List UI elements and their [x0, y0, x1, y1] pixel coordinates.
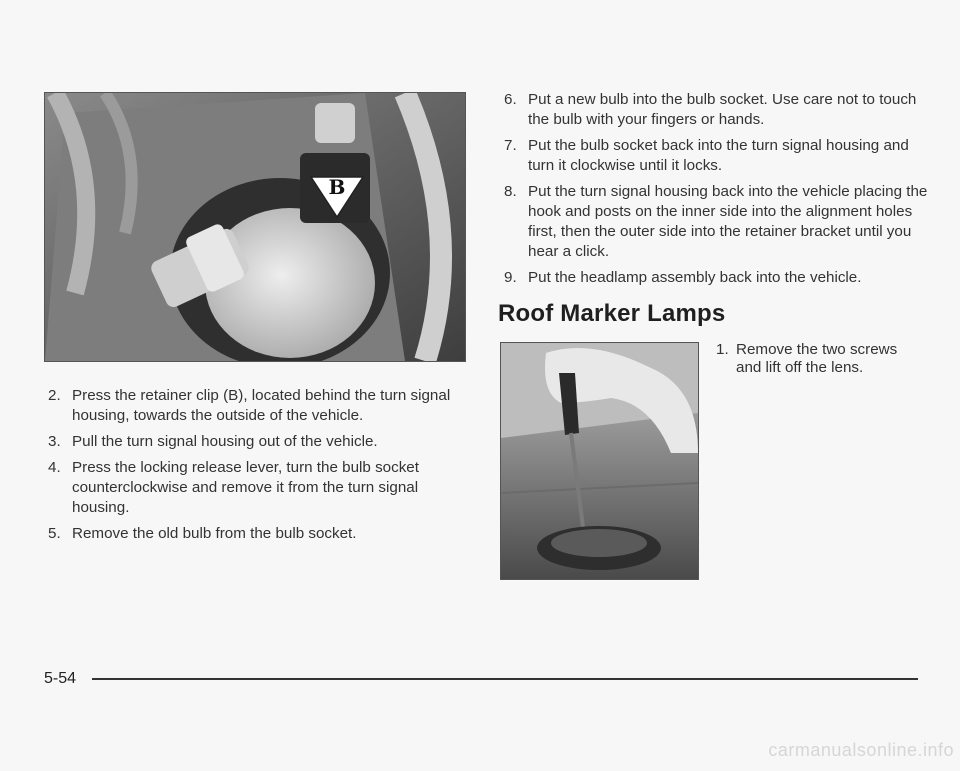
step-number: 8.	[504, 183, 517, 200]
watermark-link[interactable]: carmanualsonline.info	[768, 740, 954, 760]
page-number: 5-54	[44, 670, 77, 687]
step-number: 2.	[48, 387, 61, 404]
right-steps-list	[504, 90, 934, 294]
step-number: 1.	[716, 341, 729, 358]
list-item	[48, 458, 478, 518]
step-text: Put a new bulb into the bulb socket. Use care not to touch the bulb with your fingers or hands.	[528, 91, 917, 128]
footer-divider	[92, 678, 918, 680]
list-item	[48, 432, 478, 452]
step-text: Put the bulb socket back into the turn signal housing and turn it clockwise until it locks.	[528, 137, 909, 174]
step-text: Press the retainer clip (B), located behind the turn signal housing, towards the outside of the vehicle.	[72, 387, 451, 424]
step-text: Press the locking release lever, turn the bulb socket counterclockwise and remove it from the turn signal housing.	[72, 459, 419, 516]
roof-photo-graphic	[501, 343, 698, 579]
step-number: 4.	[48, 459, 61, 476]
step-number: 7.	[504, 137, 517, 154]
step-text: Put the turn signal housing back into the vehicle placing the hook and posts on the inner side into the alignment holes first, then the outer side into the retainer bracket until you hear a click.	[528, 183, 928, 260]
roof-step-1	[716, 341, 916, 377]
step-text: Put the headlamp assembly back into the vehicle.	[528, 269, 862, 286]
list-item	[504, 182, 934, 262]
step-number: 5.	[48, 525, 61, 542]
callout-label-b: B	[328, 175, 346, 199]
step-text: Pull the turn signal housing out of the vehicle.	[72, 433, 378, 450]
list-item	[48, 386, 478, 426]
headlamp-bulb-photo	[44, 92, 466, 362]
step-text: Remove the two screws and lift off the lens.	[736, 341, 898, 376]
roof-marker-photo	[500, 342, 699, 580]
headlamp-photo-graphic	[45, 93, 465, 361]
step-number: 3.	[48, 433, 61, 450]
step-number: 9.	[504, 269, 517, 286]
list-item	[504, 136, 934, 176]
list-item	[504, 90, 934, 130]
section-title: Roof Marker Lamps	[498, 300, 726, 327]
list-item	[504, 268, 934, 288]
step-number: 6.	[504, 91, 517, 108]
left-steps-list	[48, 386, 478, 550]
list-item	[48, 524, 478, 544]
step-text: Remove the old bulb from the bulb socket.	[72, 525, 357, 542]
